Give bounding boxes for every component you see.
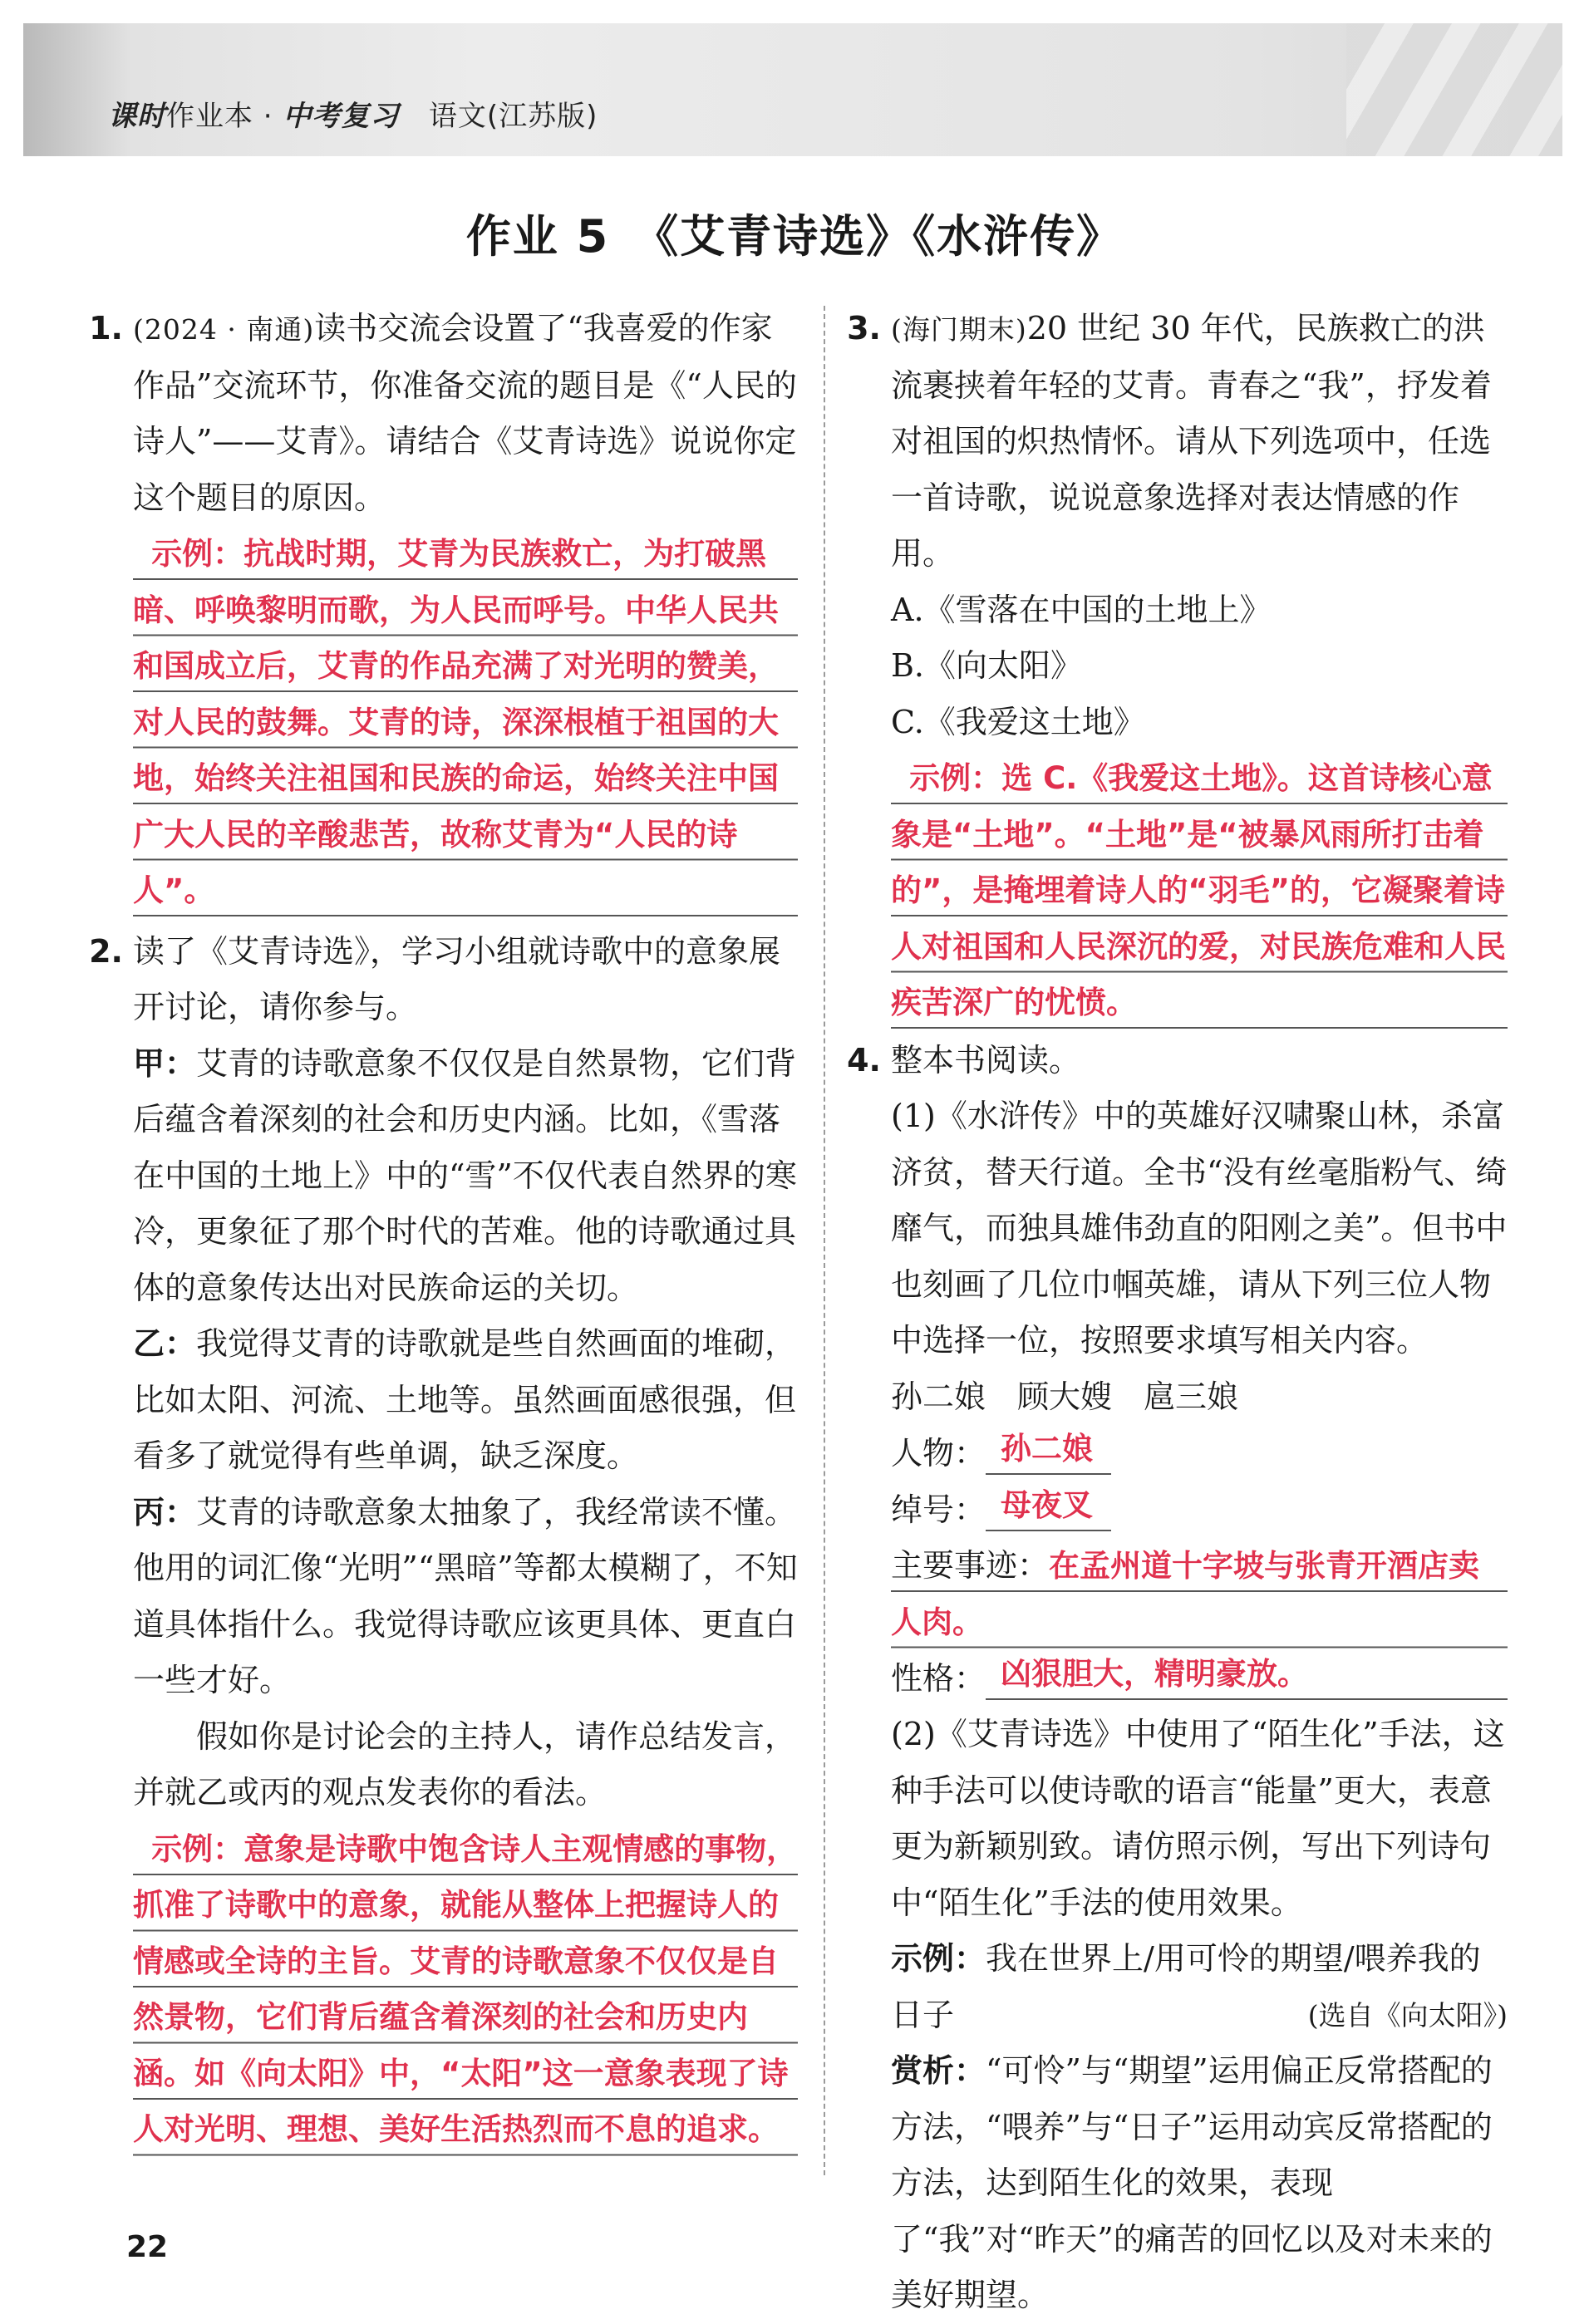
answer-3-text: 示例：选 C.《我爱这土地》。这首诗核心意象是“土地”。“土地”是“被暴风雨所打击着的”，是掩埋着诗人的“羽毛”的，它凝聚着诗人对祖国和人民深沉的爱，对民族危难和人民疾苦深广的忧愤。 bbox=[891, 760, 1506, 1020]
question-number: 2. bbox=[89, 932, 123, 970]
question-number: 4. bbox=[847, 1041, 881, 1078]
fill-label: 主要事迹： bbox=[891, 1547, 1050, 1584]
character-choices: 孙二娘 顾大嫂 扈三娘 bbox=[891, 1378, 1239, 1415]
right-column bbox=[847, 301, 1508, 2324]
question-2-intro: 读了《艾青诗选》，学习小组就诗歌中的意象展开讨论，请你参与。 bbox=[133, 932, 781, 1025]
question-number: 1. bbox=[89, 310, 123, 346]
speaker-label: 丙： bbox=[133, 1493, 197, 1530]
example-text: 我在世界上/用可怜的期望/喂养我的日子 bbox=[891, 1940, 1481, 2033]
fill-value: 母夜叉 bbox=[986, 1481, 1111, 1531]
answer-2 bbox=[133, 1821, 798, 2158]
column-divider bbox=[824, 306, 825, 2175]
fill-value: 在孟州道十字坡与张青开酒店卖人肉。 bbox=[891, 1548, 1480, 1640]
header-decoration bbox=[1346, 23, 1562, 156]
analysis bbox=[891, 2043, 1508, 2324]
fill-value: 凶狠胆大，精明豪放。 bbox=[986, 1650, 1508, 1700]
fill-label: 人物： bbox=[891, 1434, 986, 1472]
page-number: 22 bbox=[126, 2230, 169, 2264]
speaker-text: 艾青的诗歌意象太抽象了，我经常读不懂。他用的词汇像“光明”“黑暗”等都太模糊了，不知道具体指什么。我觉得诗歌应该更具体、更直白一些才好。 bbox=[133, 1493, 798, 1698]
header-exam: 中考复习 bbox=[283, 100, 400, 133]
option-b: B.《向太阳》 bbox=[891, 647, 1083, 684]
fill-label: 性格： bbox=[891, 1659, 986, 1697]
left-column bbox=[89, 301, 798, 2158]
speaker-label: 甲： bbox=[133, 1044, 197, 1082]
question-3-body: 20 世纪 30 年代，民族救亡的洪流裹挟着年轻的艾青。青春之“我”，抒发着对祖国的炽热情怀。请从下列选项中，任选一首诗歌，说说意象选择对表达情感的作用。 bbox=[891, 310, 1492, 572]
question-3-text bbox=[891, 301, 1508, 582]
answer-2-text: 示例：意象是诗歌中饱含诗人主观情感的事物，抓准了诗歌中的意象，就能从整体上把握诗人的情感或全诗的主旨。艾青的诗歌意象不仅仅是自然景物，它们背后蕴含着深刻的社会和历史内涵。如《向太阳》中，“太阳”这一意象表现了诗人对光明、理想、美好生活热烈而不息的追求。 bbox=[133, 1830, 798, 2147]
question-number: 3. bbox=[847, 310, 881, 346]
question-1-text bbox=[133, 301, 798, 526]
question-1-body: 读书交流会设置了“我喜爱的作家作品”交流环节，你准备交流的题目是《“人民的诗人”——艾青》。请结合《艾青诗选》说说你定这个题目的原因。 bbox=[133, 310, 797, 516]
speaker-jia bbox=[133, 1036, 798, 1317]
question-3 bbox=[847, 301, 1508, 1031]
speaker-yi bbox=[133, 1316, 798, 1485]
question-4-part-2: (2)《艾青诗选》中使用了“陌生化”手法，这种手法可以使诗歌的语言“能量”更大，表意更为新颖别致。请仿照示例，写出下列诗句中“陌生化”手法的使用效果。 bbox=[891, 1716, 1505, 1921]
speaker-label: 乙： bbox=[133, 1325, 197, 1362]
speaker-text: 我觉得艾青的诗歌就是些自然画面的堆砌，比如太阳、河流、土地等。虽然画面感很强，但看多了就觉得有些单调，缺乏深度。 bbox=[133, 1325, 797, 1474]
fill-trait bbox=[891, 1650, 1508, 1707]
question-1 bbox=[89, 301, 798, 919]
option-c: C.《我爱这土地》 bbox=[891, 703, 1145, 740]
page-title: 作业 5 《艾青诗选》《水浒传》 bbox=[465, 210, 1124, 263]
option-a: A.《雪落在中国的土地上》 bbox=[891, 591, 1272, 628]
answer-1-text: 示例：抗战时期，艾青为民族救亡，为打破黑暗、呼唤黎明而歌，为人民而呼号。中华人民共和国成立后，艾青的作品充满了对光明的赞美，对人民的鼓舞。艾青的诗，深深根植于祖国的大地，始终关注祖国和民族的命运，始终关注中国广大人民的辛酸悲苦，故称艾青为“人民的诗人”。 bbox=[133, 536, 779, 908]
header-band bbox=[23, 23, 1562, 156]
header-series-rest: 作业本 · bbox=[166, 100, 283, 133]
fill-deeds bbox=[891, 1538, 1508, 1650]
answer-1 bbox=[133, 526, 798, 919]
header-series-bold: 课时 bbox=[108, 100, 166, 133]
example-label: 示例： bbox=[891, 1940, 986, 1977]
question-source: (2024 · 南通) bbox=[133, 313, 315, 346]
analysis-label: 赏析： bbox=[891, 2052, 986, 2089]
question-2 bbox=[89, 924, 798, 2158]
answer-3 bbox=[891, 750, 1508, 1031]
speaker-text: 艾青的诗歌意象不仅仅是自然景物，它们背后蕴含着深刻的社会和历史内涵。比如，《雪落在中国的土地上》中的“雪”不仅代表自然界的寒冷，更象征了那个时代的苦难。他的诗歌通过具体的意象传达出对民族命运的关切。 bbox=[133, 1044, 797, 1306]
question-4-part-1: (1)《水浒传》中的英雄好汉啸聚山林，杀富济贫，替天行道。全书“没有丝毫脂粉气、绮靡气，而独具雄伟劲直的阳刚之美”。但书中也刻画了几位巾帼英雄，请从下列三位人物中选择一位，按照要求填写相关内容。 bbox=[891, 1098, 1508, 1359]
speaker-bing bbox=[133, 1485, 798, 1709]
question-4 bbox=[847, 1033, 1508, 2324]
fill-value: 孙二娘 bbox=[986, 1425, 1111, 1475]
fill-person bbox=[891, 1425, 1508, 1481]
example-source: (选自《向太阳》) bbox=[1307, 1998, 1508, 2032]
header-subject: 语文(江苏版) bbox=[428, 100, 598, 133]
question-2-prompt: 假如你是讨论会的主持人，请作总结发言，并就乙或丙的观点发表你的看法。 bbox=[133, 1717, 797, 1811]
analysis-text: “可怜”与“期望”运用偏正反常搭配的方法，“喂养”与“日子”运用动宾反常搭配的方法，达到陌生化的效果，表现了“我”对“昨天”的痛苦的回忆以及对未来的美好期望。 bbox=[891, 2052, 1493, 2313]
running-header bbox=[108, 93, 598, 134]
question-4-title: 整本书阅读。 bbox=[891, 1041, 1081, 1078]
fill-nickname bbox=[891, 1481, 1508, 1538]
fill-label: 绰号： bbox=[891, 1491, 986, 1528]
question-source: (海门期末) bbox=[891, 313, 1027, 346]
